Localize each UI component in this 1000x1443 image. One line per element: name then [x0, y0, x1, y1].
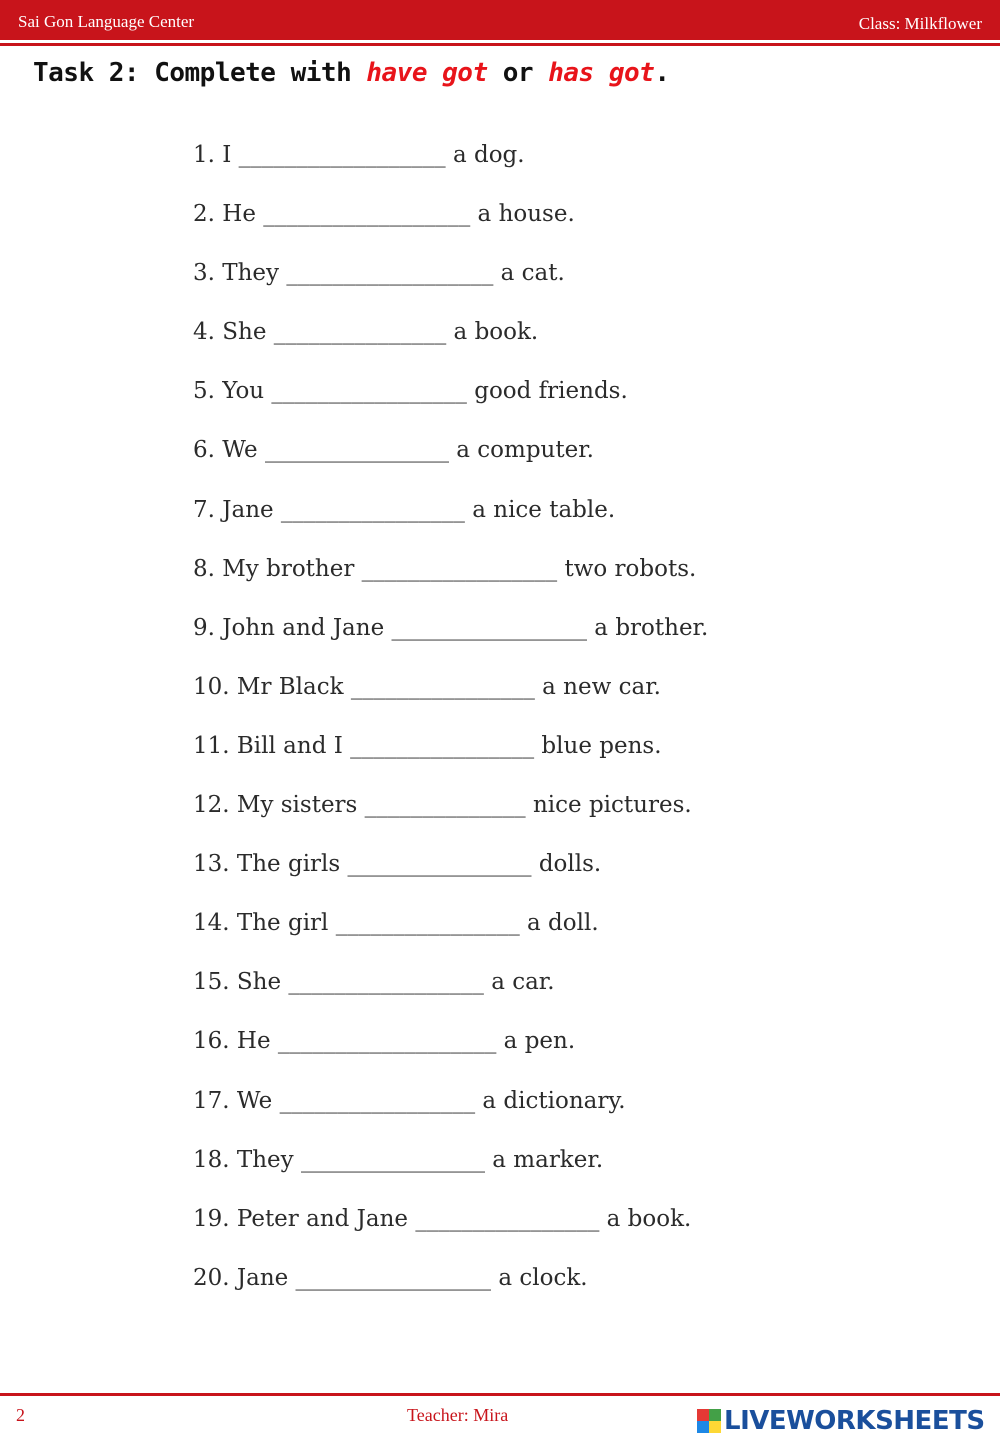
exercise-item[interactable]: 11. Bill and I ________________ blue pens.	[193, 732, 662, 759]
exercise-item[interactable]: 15. She _________________ a car.	[193, 969, 555, 996]
task-suffix: .	[654, 58, 670, 88]
liveworksheets-logo[interactable]	[697, 1406, 985, 1436]
exercise-list	[193, 140, 953, 1322]
exercise-item[interactable]: 2. He __________________ a house.	[193, 201, 575, 228]
exercise-item[interactable]: 10. Mr Black ________________ a new car.	[193, 673, 661, 700]
exercise-item[interactable]: 8. My brother _________________ two robots.	[193, 555, 697, 582]
page-number: 2	[16, 1405, 25, 1425]
exercise-item[interactable]: 4. She _______________ a book.	[193, 319, 539, 346]
teacher-name: Teacher: Mira	[407, 1405, 509, 1425]
task-prefix: Task 2: Complete with	[33, 58, 367, 88]
task-title	[33, 58, 669, 88]
exercise-item[interactable]: 13. The girls ________________ dolls.	[193, 851, 602, 878]
class-name: Class: Milkflower	[858, 14, 982, 33]
task-middle: or	[487, 58, 549, 88]
exercise-item[interactable]: 20. Jane _________________ a clock.	[193, 1264, 588, 1291]
logo-text: LIVEWORKSHEETS	[724, 1406, 985, 1436]
footer-divider	[0, 1393, 1000, 1396]
center-name: Sai Gon Language Center	[18, 12, 195, 31]
exercise-item[interactable]: 9. John and Jane _________________ a brother.	[193, 614, 709, 641]
logo-blocks-icon	[697, 1409, 721, 1433]
option-has-got: has got	[548, 58, 655, 88]
exercise-item[interactable]: 17. We _________________ a dictionary.	[193, 1087, 626, 1114]
exercise-item[interactable]: 14. The girl ________________ a doll.	[193, 910, 599, 937]
exercise-item[interactable]: 6. We ________________ a computer.	[193, 437, 594, 464]
exercise-item[interactable]: 19. Peter and Jane ________________ a book.	[193, 1205, 692, 1232]
exercise-item[interactable]: 5. You _________________ good friends.	[193, 378, 628, 405]
option-have-got: have got	[366, 58, 488, 88]
header-bar	[0, 0, 1000, 40]
header-divider	[0, 43, 1000, 46]
exercise-item[interactable]: 1. I __________________ a dog.	[193, 142, 525, 168]
exercise-item[interactable]: 3. They __________________ a cat.	[193, 260, 565, 287]
exercise-item[interactable]: 7. Jane ________________ a nice table.	[193, 496, 616, 523]
exercise-item[interactable]: 18. They ________________ a marker.	[193, 1146, 604, 1173]
exercise-item[interactable]: 12. My sisters ______________ nice pictures.	[193, 792, 692, 819]
exercise-item[interactable]: 16. He ___________________ a pen.	[193, 1028, 576, 1055]
